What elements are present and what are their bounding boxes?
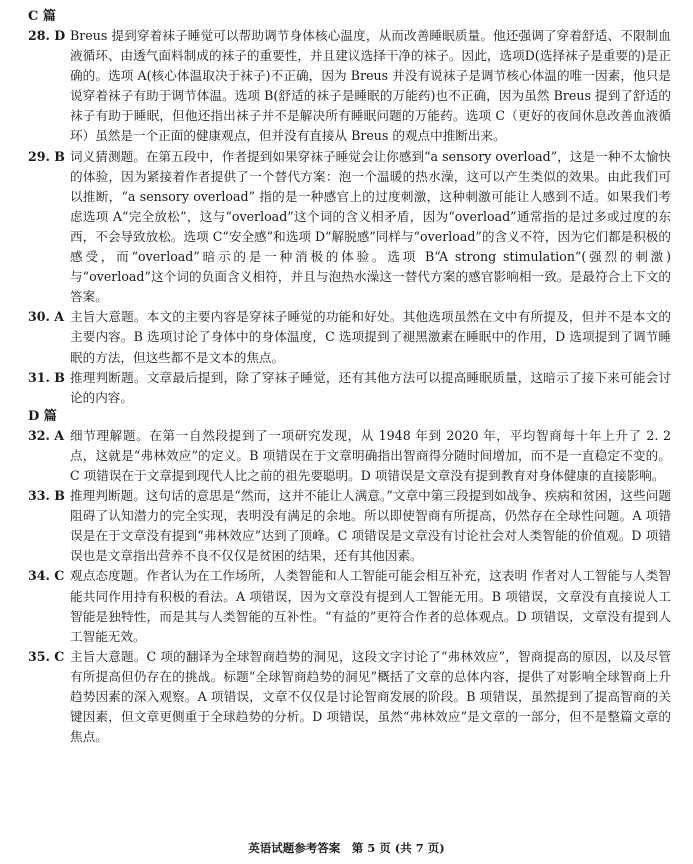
section-heading: D 篇 xyxy=(28,408,57,424)
answer-content xyxy=(22,8,671,747)
answer-item xyxy=(22,426,671,486)
answer-explanation: 主旨大意题。C 项的翻译为全球智商趋势的洞见，这段文字讨论了“弗林效应”，智商提高的原因，以及尽管有所提高但仍存在的挑战。标题“全球智商趋势的洞见”概括了文章的总体内容，提供了对影响全球智商上升趋势因素的深入观察。A 项错误，文章不仅仅是讨论智商发展的阶段。B 项错误，虽然提到了提高智商的关键因素，但文章更侧重于全球趋势的分析。D 项错误，虽然“弗林效应”是文章的一部分，但不是整篇文章的焦点。 xyxy=(70,648,671,745)
answer-item xyxy=(22,486,671,566)
answer-item xyxy=(22,368,671,408)
question-number: 32. A xyxy=(28,427,65,443)
answer-item xyxy=(22,147,671,308)
question-number: 31. B xyxy=(28,369,65,385)
question-number: 30. A xyxy=(28,309,65,325)
answer-section xyxy=(22,408,671,748)
answer-item xyxy=(22,647,671,747)
question-number: 34. C xyxy=(28,568,65,584)
answer-item xyxy=(22,566,671,646)
question-number: 29. B xyxy=(28,148,65,164)
answer-explanation: Breus 提到穿着袜子睡觉可以帮助调节身体核心温度，从而改善睡眠质量。他还强调了穿着舒适、不限制血液循环、由透气面料制成的袜子的重要性，并且建议选择干净的袜子。因此，选项D(选择袜子是重要的)是正确的。选项 A(核心体温取决于袜子)不正确，因为 Breus 并没有说袜子是调节核心体温的唯一因素，他只是说穿着袜子有助于调节体温。选项 B(舒适的袜子是睡眠的万能药)也不正确，因为虽然 Breus 提到了舒适的袜子有助于睡眠，但他还指出袜子并不是解决所有睡眠问题的万能药。选项 C（更好的夜间休息改善血液循环）虽然是一个正面的健康观点，但并没有直接从 Breus 的观点中推断出来。 xyxy=(70,28,671,144)
answer-explanation: 推理判断题。这句话的意思是“然而，这并不能让人满意。”文章中第三段提到如战争、疾病和贫困，这些问题阻碍了认知潜力的完全实现，表明没有满足的余地。所以即使智商有所提高，仍然存在全球性问题。A 项错误是在于文章没有提到“弗林效应”达到了顶峰。C 项错误是文章没有讨论社会对人类智能的价值观。D 项错误也是文章指出营养不良不仅仅是贫困的结果，还有其他因素。 xyxy=(70,488,671,564)
answer-item xyxy=(22,307,671,367)
answer-explanation: 主旨大意题。本文的主要内容是穿袜子睡觉的功能和好处。其他选项虽然在文中有所提及，但并不是本文的主要内容。B 选项讨论了身体中的身体温度，C 选项提到了褪黑激素在睡眠中的作用，D 选项提到了调节睡眠的方法，但这些都不是文本的焦点。 xyxy=(70,309,671,365)
answer-explanation: 细节理解题。在第一自然段提到了一项研究发现，从 1948 年到 2020 年，平均智商每十年上升了 2. 2 点，这就是“弗林效应”的定义。B 项错误在于文章明确指出智商得分随时间增加，而不是一直稳定不变的。C 项错误在于文章提到现代人比之前的祖先要聪明。D 项错误是文章没有提到教育对身体健康的直接影响。 xyxy=(70,427,671,483)
answer-explanation: 词义猜测题。在第五段中，作者提到如果穿袜子睡觉会让你感到“a sensory overload”，这是一种不太愉快的体验，因为紧接着作者提供了一个替代方案：泡一个温暖的热水澡，这可以产生类似的效果。由此我们可以推断，“a sensory overload” 指的是一种感官上的过度刺激，这种刺激可能让人感到不适。如果我们考虑选项 A“完全放松”，这与“overload”这个词的含义相矛盾，因为“overload”通常指的是过多或过度的东西，不会导致放松。选项 C“安全感”和选项 D“解脱感”同样与“overload”的含义不符，因为它们都是积极的感受，而“overload”暗示的是一种消极的体验。选项 B“A strong stimulation”(强烈的刺激)与“overload”这个词的负面含义相符，并且与泡热水澡这一替代方案的感官影响相一致。是最符合上下文的答案。 xyxy=(70,148,671,305)
page-footer: 英语试题参考答案 第 5 页 (共 7 页) xyxy=(248,841,445,855)
answer-explanation: 推理判断题。文章最后提到，除了穿袜子睡觉，还有其他方法可以提高睡眠质量，这暗示了接下来可能会讨论的内容。 xyxy=(70,369,671,405)
question-number: 33. B xyxy=(28,488,65,504)
question-number: 35. C xyxy=(28,648,65,664)
section-heading: C 篇 xyxy=(28,9,56,24)
answer-item xyxy=(22,26,671,147)
answer-explanation: 观点态度题。作者认为在工作场所，人类智能和人工智能可能会相互补充，这表明 作者对人工智能与人类智能共同作用持有积极的看法。A 项错误，因为文章没有提到人工智能无用。B 项错误，文章没有直接说人工智能是独特性，而是其与人类智能的互补性。“有益的”更符合作者的总体观点。D 项错误，文章没有提到人工智能无效。 xyxy=(70,568,671,644)
question-number: 28. D xyxy=(28,28,66,43)
answer-section xyxy=(22,8,671,408)
